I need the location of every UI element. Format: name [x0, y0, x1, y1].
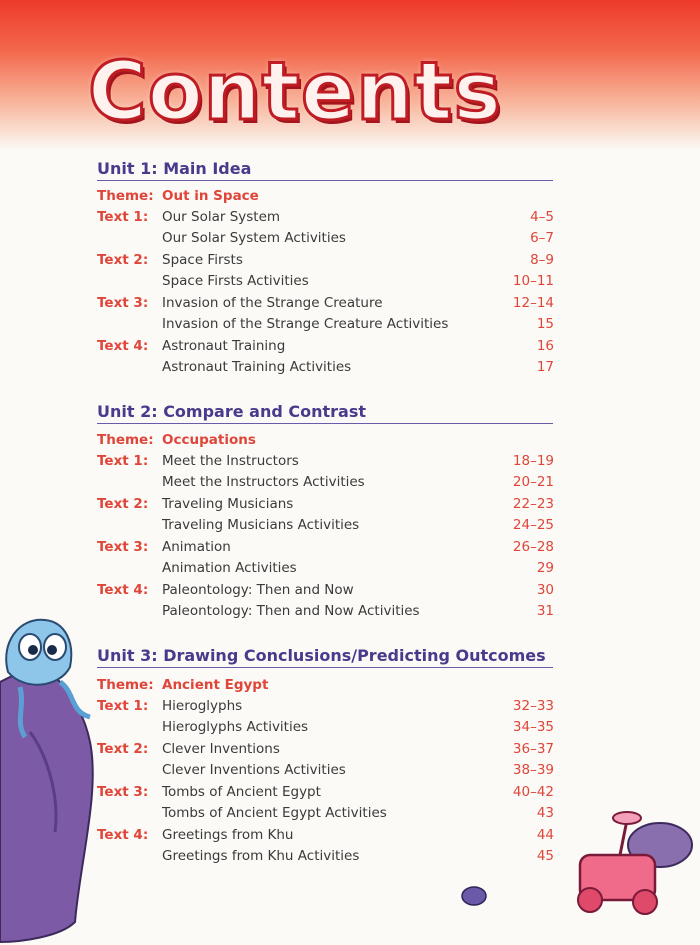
entry-title: Paleontology: Then and Now Activities — [162, 603, 420, 619]
entry-pages: 4–5 — [530, 209, 554, 225]
entry-pages: 12–14 — [512, 295, 554, 311]
toc-entry[interactable] — [97, 601, 554, 622]
entry-title: Clever Inventions — [162, 741, 280, 757]
entry-title: Tombs of Ancient Egypt — [162, 784, 321, 800]
entry-title: Meet the Instructors Activities — [162, 474, 365, 490]
page-title: Contents — [88, 45, 502, 138]
toc-entry[interactable] — [97, 782, 554, 803]
toc-entry[interactable] — [97, 760, 554, 781]
entry-label: Text 1: — [97, 209, 149, 225]
entry-title: Astronaut Training — [162, 338, 286, 354]
theme-title: Out in Space — [162, 188, 259, 204]
entry-label: Text 3: — [97, 295, 149, 311]
entry-pages: 43 — [536, 805, 554, 821]
entry-pages: 32–33 — [512, 698, 554, 714]
entry-label: Text 2: — [97, 741, 149, 757]
small-rock-illustration — [460, 885, 488, 907]
entry-title: Animation Activities — [162, 560, 297, 576]
toc-entry[interactable] — [97, 314, 554, 335]
entry-title: Tombs of Ancient Egypt Activities — [162, 805, 387, 821]
toc-entry[interactable] — [97, 451, 554, 472]
entry-label: Text 4: — [97, 582, 149, 598]
entry-pages: 16 — [536, 338, 554, 354]
toc-entry[interactable] — [97, 494, 554, 515]
entry-title: Hieroglyphs Activities — [162, 719, 309, 735]
entry-title: Traveling Musicians Activities — [162, 517, 360, 533]
theme-label: Theme: — [97, 188, 154, 204]
entry-pages: 38–39 — [512, 762, 554, 778]
toc-entry[interactable] — [97, 696, 554, 717]
toc-entry[interactable] — [97, 846, 554, 867]
entry-pages: 36–37 — [512, 741, 554, 757]
entry-pages: 34–35 — [512, 719, 554, 735]
toc-entry[interactable] — [97, 228, 554, 249]
entry-pages: 44 — [536, 827, 554, 843]
unit-heading: Unit 3: Drawing Conclusions/Predicting Outcomes — [97, 646, 553, 668]
toc-entry[interactable] — [97, 250, 554, 271]
theme-row — [97, 675, 554, 696]
alien-on-rock-illustration — [0, 612, 105, 945]
entry-title: Paleontology: Then and Now — [162, 582, 354, 598]
entry-pages: 18–19 — [512, 453, 554, 469]
toc-entry[interactable] — [97, 515, 554, 536]
entry-label: Text 1: — [97, 453, 149, 469]
theme-row — [97, 430, 554, 451]
theme-label: Theme: — [97, 432, 154, 448]
entry-label: Text 4: — [97, 338, 149, 354]
entry-pages: 22–23 — [512, 496, 554, 512]
toc-entry[interactable] — [97, 825, 554, 846]
entry-pages: 8–9 — [530, 252, 554, 268]
entry-label: Text 2: — [97, 252, 149, 268]
toc-entry[interactable] — [97, 472, 554, 493]
rover-illustration — [565, 790, 700, 925]
entry-label: Text 2: — [97, 496, 149, 512]
entry-title: Invasion of the Strange Creature — [162, 295, 383, 311]
entry-label: Text 3: — [97, 539, 149, 555]
entry-pages: 26–28 — [512, 539, 554, 555]
entry-pages: 40–42 — [512, 784, 554, 800]
theme-title: Occupations — [162, 432, 256, 448]
entry-title: Greetings from Khu — [162, 827, 294, 843]
entry-title: Hieroglyphs — [162, 698, 243, 714]
entry-title: Space Firsts — [162, 252, 243, 268]
unit-heading: Unit 1: Main Idea — [97, 159, 553, 181]
entry-pages: 6–7 — [530, 230, 554, 246]
entry-title: Clever Inventions Activities — [162, 762, 346, 778]
toc-entry[interactable] — [97, 357, 554, 378]
entry-pages: 29 — [536, 560, 554, 576]
toc-entry[interactable] — [97, 803, 554, 824]
entry-title: Traveling Musicians — [162, 496, 294, 512]
toc-entry[interactable] — [97, 717, 554, 738]
entry-title: Greetings from Khu Activities — [162, 848, 360, 864]
entry-pages: 45 — [536, 848, 554, 864]
toc-entry[interactable] — [97, 580, 554, 601]
entry-pages: 24–25 — [512, 517, 554, 533]
entry-title: Our Solar System — [162, 209, 281, 225]
entry-label: Text 3: — [97, 784, 149, 800]
theme-title: Ancient Egypt — [162, 677, 269, 693]
entry-title: Invasion of the Strange Creature Activities — [162, 316, 449, 332]
theme-row — [97, 186, 554, 207]
toc-entry[interactable] — [97, 293, 554, 314]
entry-pages: 31 — [536, 603, 554, 619]
toc-entry[interactable] — [97, 537, 554, 558]
toc-entry[interactable] — [97, 207, 554, 228]
entry-pages: 15 — [536, 316, 554, 332]
entry-pages: 10–11 — [512, 273, 554, 289]
entry-pages: 20–21 — [512, 474, 554, 490]
toc-entry[interactable] — [97, 336, 554, 357]
entry-title: Space Firsts Activities — [162, 273, 309, 289]
entry-title: Astronaut Training Activities — [162, 359, 352, 375]
entry-title: Animation — [162, 539, 231, 555]
theme-label: Theme: — [97, 677, 154, 693]
toc-entry[interactable] — [97, 558, 554, 579]
entry-pages: 17 — [536, 359, 554, 375]
entry-pages: 30 — [536, 582, 554, 598]
entry-title: Meet the Instructors — [162, 453, 299, 469]
toc-entry[interactable] — [97, 271, 554, 292]
toc-entry[interactable] — [97, 739, 554, 760]
entry-label: Text 4: — [97, 827, 149, 843]
entry-label: Text 1: — [97, 698, 149, 714]
entry-title: Our Solar System Activities — [162, 230, 346, 246]
unit-heading: Unit 2: Compare and Contrast — [97, 402, 553, 424]
